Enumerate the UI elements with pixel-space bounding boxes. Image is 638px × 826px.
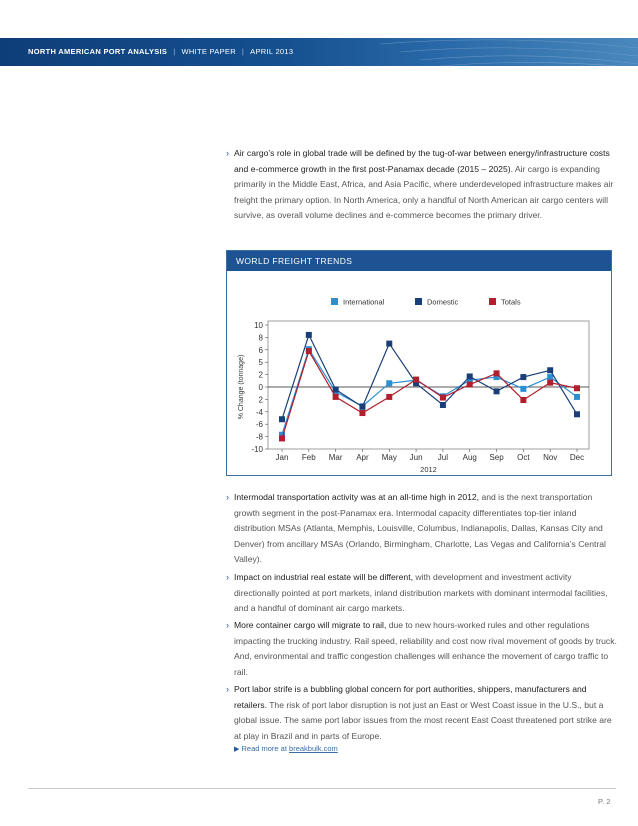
- plot-frame: [268, 321, 589, 449]
- data-point: [306, 348, 312, 354]
- bullet-body: and is the next transportation growth segment in the post-Panamax era. Intermodal capacity differentiates top-tier inland distribution MSAs (Atlanta, Memphis, Louisville, Columbus, Indianapolis, Dallas, Kansas City and Denver) from ancillary MSAs (Orlando, Birmingham, Charlotte, Las Vegas and California’s Central Valley).: [234, 492, 606, 564]
- data-point: [520, 397, 526, 403]
- y-tick-label: -6: [255, 420, 263, 430]
- y-tick-label: 0: [258, 383, 263, 392]
- x-tick-label: Jan: [275, 453, 289, 462]
- x-tick-label: Dec: [569, 453, 585, 462]
- legend-swatch: [415, 298, 422, 305]
- chart-plot: [227, 271, 611, 475]
- x-tick-label: Apr: [356, 453, 369, 462]
- bullet-body: with development and investment activity directionally pointed at port markets, inland distribution markets with dominant intermodal facilities, and a handful of dominant air cargo markets.: [234, 572, 608, 613]
- header-text: NORTH AMERICAN PORT ANALYSIS | WHITE PAPER | APRIL 2013: [28, 47, 294, 56]
- data-point: [279, 416, 285, 422]
- chart-header: [227, 251, 611, 271]
- data-point: [333, 386, 339, 392]
- data-point: [386, 380, 392, 386]
- data-point: [574, 394, 580, 400]
- page-number: P. 2: [598, 797, 611, 806]
- legend-swatch: [331, 298, 338, 305]
- report-name: NORTH AMERICAN PORT ANALYSIS: [28, 47, 168, 56]
- data-point: [520, 386, 526, 392]
- bullet-body: due to new hours-worked rules and other regulations impacting the trucking industry. Rail speed, reliability and cost now rival movement of goods by truck. And, environmental and traffic congestion challenges will enhance the movement of cargo traffic to rail.: [234, 620, 617, 677]
- x-tick-label: Sep: [489, 453, 504, 462]
- bullet-lead: Impact on industrial real estate will be different,: [234, 572, 413, 582]
- y-tick-label: -10: [251, 445, 263, 454]
- bullet-container: [226, 618, 618, 680]
- banner-stripes-decoration: [380, 38, 638, 66]
- bullet-arrow-icon: ›: [226, 148, 229, 158]
- data-point: [359, 410, 365, 416]
- x-axis-label: 2012: [420, 465, 437, 474]
- chart-title: WORLD FREIGHT TRENDS: [236, 256, 353, 266]
- y-tick-label: 2: [258, 395, 263, 405]
- data-point: [494, 388, 500, 394]
- data-point: [413, 377, 419, 383]
- bullet-body: Air cargo is expanding primarily in the Middle East, Africa, and Asia Pacific, where underdeveloped infrastructure makes air freight the primary option. In North America, only a handful of North American air cargo centers will survive, as overall volume declines and e-commerce becomes the primary driver.: [234, 163, 614, 220]
- y-axis-label: % Change (tonnage): [238, 354, 245, 420]
- x-tick-label: Aug: [462, 453, 477, 462]
- data-point: [279, 435, 285, 441]
- data-point: [520, 374, 526, 380]
- y-tick-label: 8: [258, 333, 263, 343]
- y-tick-label: 6: [258, 345, 263, 355]
- data-point: [440, 402, 446, 408]
- bullet-lead: Air cargo’s role in global trade will be defined by the tug-of-war between energy/infrastructure costs and e-commerce growth in the first post-Panamax decade (2015 – 2025).: [234, 148, 610, 174]
- x-tick-label: Jul: [437, 453, 449, 462]
- data-point: [467, 382, 473, 388]
- data-point: [359, 404, 365, 410]
- y-tick-label: 5: [258, 358, 263, 368]
- bullet-industrial: [226, 570, 618, 617]
- bullet-arrow-icon: ›: [226, 620, 229, 630]
- footer-rule: [28, 788, 616, 789]
- data-point: [547, 367, 553, 373]
- data-point: [547, 374, 553, 380]
- data-point: [386, 341, 392, 347]
- bullet-arrow-icon: ›: [226, 492, 229, 502]
- y-tick-label: 2: [258, 370, 263, 380]
- legend-label: Totals: [501, 297, 521, 307]
- data-point: [547, 380, 553, 386]
- bullet-arrow-icon: ›: [226, 572, 229, 582]
- bullet-intermodal: [226, 490, 618, 568]
- x-tick-label: Nov: [543, 453, 558, 462]
- bullet-lead: Intermodal transportation activity was at an all-time high in 2012,: [234, 492, 480, 502]
- data-point: [333, 394, 339, 400]
- x-tick-label: Mar: [328, 453, 343, 462]
- report-type: WHITE PAPER: [181, 47, 236, 56]
- read-more-prefix: Read more at: [241, 744, 287, 753]
- data-point: [306, 332, 312, 338]
- y-tick-label: -4: [255, 407, 263, 417]
- data-point: [467, 373, 473, 379]
- x-tick-label: May: [381, 453, 397, 462]
- data-point: [440, 395, 446, 401]
- x-tick-label: Feb: [301, 453, 316, 462]
- bullet-lead: Port labor strife is a bubbling global concern for port authorities, shippers, manufacturers and retailers.: [234, 684, 587, 710]
- bullet-lead: More container cargo will migrate to rail,: [234, 620, 387, 630]
- series-line: [282, 349, 577, 435]
- data-point: [574, 411, 580, 417]
- x-tick-label: Jun: [409, 453, 423, 462]
- legend-swatch: [489, 298, 496, 305]
- bullet-arrow-icon: ›: [226, 684, 229, 694]
- legend-label: International: [343, 297, 385, 307]
- world-freight-chart: [226, 250, 612, 476]
- bullet-air-cargo: [226, 146, 618, 224]
- report-date: APRIL 2013: [250, 47, 294, 56]
- data-point: [574, 385, 580, 391]
- bullet-body: The risk of port labor disruption is not just an East or West Coast issue in the U.S., but a global issue. The same port labor issues from the most recent East Coast threatened port strike are at play in Brazil and in parts of Europe.: [234, 699, 612, 741]
- header-banner: [0, 38, 638, 66]
- x-tick-label: Oct: [517, 453, 530, 462]
- legend-label: Domestic: [427, 297, 459, 307]
- data-point: [386, 394, 392, 400]
- play-triangle-icon: ▶: [234, 746, 240, 753]
- data-point: [494, 370, 500, 376]
- y-tick-label: -8: [255, 432, 263, 442]
- bullet-labor: [226, 682, 618, 744]
- breakbulk-link[interactable]: breakbulk.com: [289, 744, 338, 753]
- read-more: [234, 744, 338, 753]
- y-tick-label: 10: [254, 321, 263, 330]
